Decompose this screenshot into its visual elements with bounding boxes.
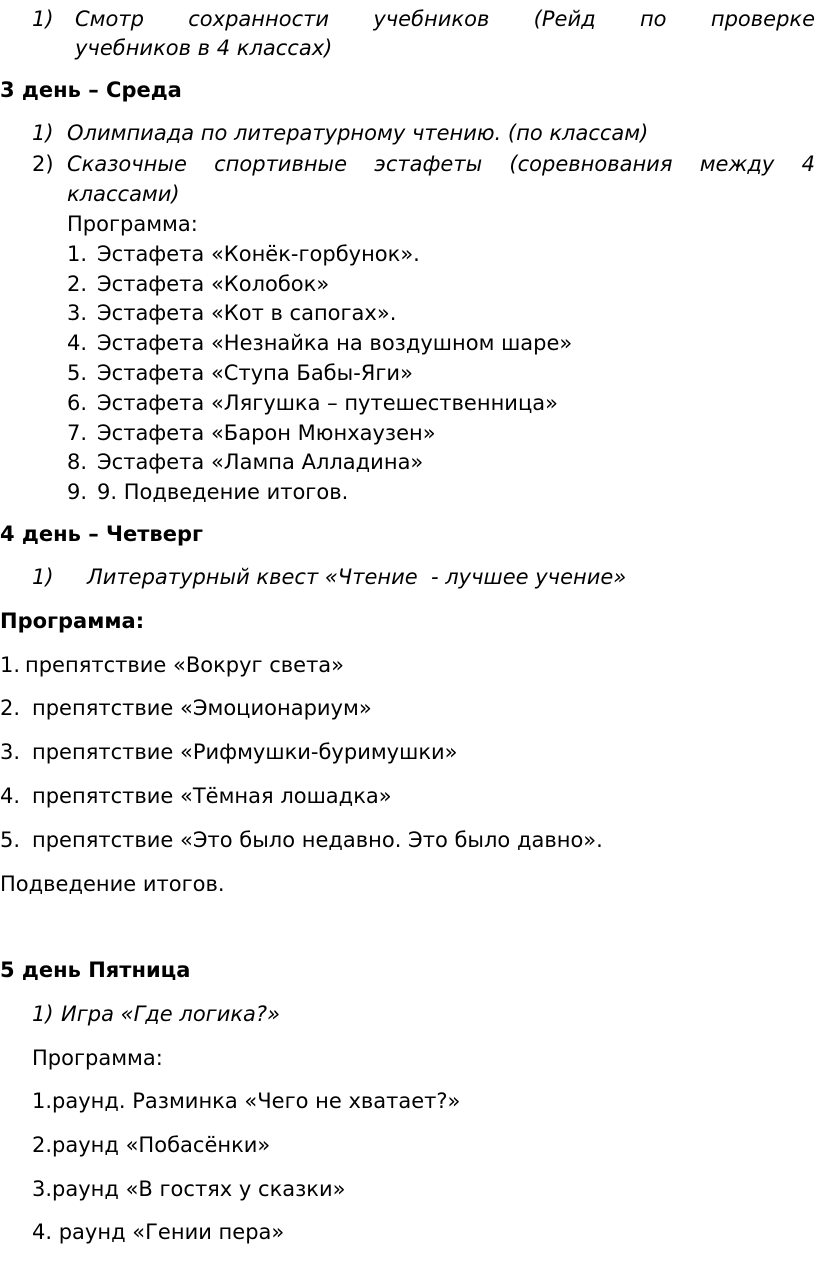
list-number: 2) — [32, 152, 54, 176]
program-label: Программа: — [0, 609, 145, 633]
word: (Рейд — [533, 7, 596, 31]
round-item: 1.раунд. Разминка «Чего не хватает?» — [32, 1089, 461, 1113]
word: сохранности — [188, 7, 330, 31]
list-text: препятствие «Вокруг света» — [25, 653, 345, 677]
word: учебников — [373, 7, 490, 31]
list-text: Эстафета «Колобок» — [97, 272, 330, 296]
list-number: 5. — [67, 361, 88, 385]
list-text: учебников в 4 классах) — [75, 36, 333, 60]
list-text: препятствие «Эмоционариум» — [32, 696, 372, 720]
justified-line — [75, 4, 815, 34]
list-number: 4. — [67, 331, 88, 355]
round-item: 3.раунд «В гостях у сказки» — [32, 1177, 346, 1201]
word: проверке — [710, 7, 815, 31]
list-number: 2. — [0, 696, 21, 720]
list-text: 9. Подведение итогов. — [97, 480, 349, 504]
list-number: 1) — [32, 1002, 54, 1026]
list-text: препятствие «Тёмная лошадка» — [32, 784, 392, 808]
list-text: Эстафета «Лягушка – путешественница» — [97, 391, 558, 415]
list-text: Эстафета «Лампа Алладина» — [97, 450, 424, 474]
list-number: 6. — [67, 391, 88, 415]
round-item: 2.раунд «Побасёнки» — [32, 1133, 271, 1157]
day-heading: 5 день Пятница — [0, 958, 191, 982]
list-text: препятствие «Рифмушки-буримушки» — [32, 740, 458, 764]
list-number: 4. — [0, 784, 21, 808]
list-number: 7. — [67, 421, 88, 445]
round-item: 4. раунд «Гении пера» — [32, 1220, 285, 1244]
list-number: 9. — [67, 480, 88, 504]
word: Смотр — [75, 7, 144, 31]
list-text: Эстафета «Незнайка на воздушном шаре» — [97, 331, 573, 355]
list-text: Литературный квест «Чтение - лучшее учение» — [87, 565, 627, 589]
day-heading: 4 день – Четверг — [0, 522, 203, 546]
word: Сказочные — [67, 152, 187, 176]
list-number: 3. — [67, 301, 88, 325]
list-number: 8. — [67, 450, 88, 474]
list-text: Эстафета «Конёк-горбунок». — [97, 242, 420, 266]
word: спортивные — [214, 152, 348, 176]
list-number: 3. — [0, 740, 21, 764]
list-number: 2. — [67, 272, 88, 296]
list-number: 1) — [32, 565, 54, 589]
word: эстафеты — [374, 152, 483, 176]
list-number: 1) — [32, 7, 54, 31]
list-text: Игра «Где логика?» — [61, 1002, 281, 1026]
word: 4 — [801, 152, 815, 176]
justified-line — [67, 149, 815, 179]
list-number: 1) — [32, 121, 54, 145]
list-text: Эстафета «Кот в сапогах». — [97, 301, 397, 325]
list-text: препятствие «Это было недавно. Это было давно». — [32, 828, 603, 852]
summary-text: Подведение итогов. — [0, 872, 225, 896]
list-text: Олимпиада по литературному чтению. (по классам) — [67, 121, 649, 145]
word: по — [639, 7, 667, 31]
list-text: Эстафета «Ступа Бабы-Яги» — [97, 361, 413, 385]
list-number: 1. — [67, 242, 88, 266]
list-text: классами) — [67, 182, 180, 206]
list-text: Эстафета «Барон Мюнхаузен» — [97, 421, 436, 445]
list-number: 5. — [0, 828, 21, 852]
word: (соревнования — [509, 152, 673, 176]
word: между — [699, 152, 775, 176]
list-number: 1. — [0, 653, 21, 677]
day-heading: 3 день – Среда — [0, 78, 182, 102]
program-label: Программа: — [32, 1046, 163, 1070]
program-label: Программа: — [67, 212, 198, 236]
